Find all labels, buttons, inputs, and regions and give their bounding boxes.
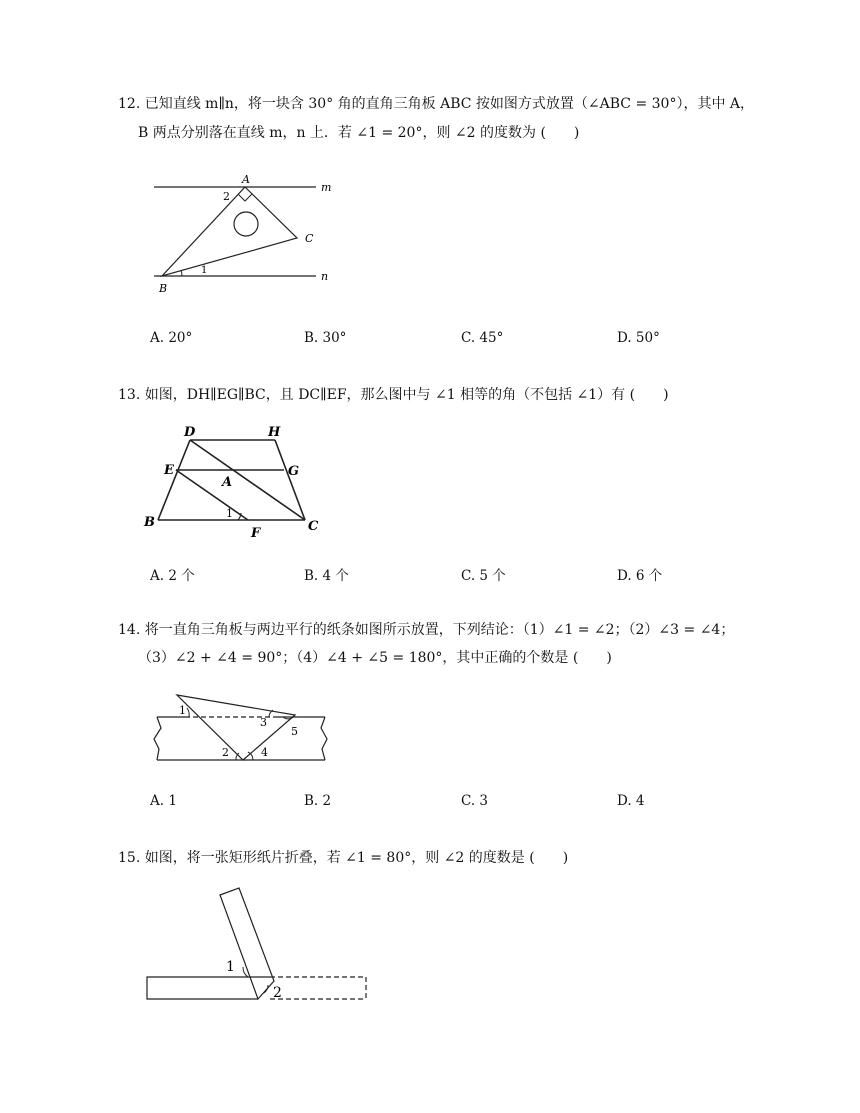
q15-text-line1: 15. 如图，将一张矩形纸片折叠，若 ∠1 = 80°，则 ∠2 的度数是 ( ) [118,850,569,866]
q14-option-c[interactable]: C. 3 [461,793,489,809]
q13-text-line1: 13. 如图，DH∥EG∥BC，且 DC∥EF，那么图中与 ∠1 相等的角（不包括 ∠1）有 ( ) [118,387,669,403]
q14-text-line1: 14. 将一直角三角板与两边平行的纸条如图所示放置，下列结论：（1）∠1 = ∠2；（2）∠3 = ∠4； [118,622,735,638]
q12-option-c[interactable]: C. 45° [461,330,504,346]
q12-text-line2: B 两点分别落在直线 m，n 上．若 ∠1 = 20°，则 ∠2 的度数为 ( ) [138,125,580,141]
set-square [177,695,295,760]
label-angle-2: 2 [273,985,282,1001]
label-G: G [288,464,300,479]
q14-text-line2: （3）∠2 + ∠4 = 90°；（4）∠4 + ∠5 = 180°，其中正确的个数是 ( ) [138,650,612,666]
q12-figure [140,170,360,300]
q12-option-a[interactable]: A. 20° [150,330,193,346]
q13-option-d[interactable]: D. 6 个 [617,568,663,584]
label-angle-1: 1 [201,265,208,276]
q14-option-d[interactable]: D. 4 [617,793,645,809]
folded-flap [220,888,274,999]
label-angle-1: 1 [179,704,186,717]
label-B: B [159,282,168,295]
label-angle-4: 4 [261,746,268,759]
label-H: H [268,425,281,440]
label-F: F [251,526,261,541]
label-angle-1: 1 [226,959,235,975]
q15-figure [140,885,380,1010]
label-angle-2: 2 [222,746,229,759]
label-A: A [242,173,250,186]
label-A: A [222,475,233,490]
label-m: m [321,181,332,194]
triangle-hole [234,212,258,236]
q12-text-line1: 12. 已知直线 m∥n，将一块含 30° 角的直角三角板 ABC 按如图方式放置（∠ABC = 30°），其中 A， [118,96,755,112]
label-angle-1: 1 [226,507,233,520]
label-B: B [144,515,155,530]
q12-option-b[interactable]: B. 30° [304,330,347,346]
label-angle-2: 2 [223,190,230,203]
q12-option-d[interactable]: D. 50° [617,330,660,346]
label-C: C [305,232,314,245]
label-angle-3: 3 [260,716,267,729]
q13-option-c[interactable]: C. 5 个 [461,568,506,584]
label-E: E [164,463,174,478]
q13-figure [140,420,340,545]
label-D: D [184,425,196,440]
label-angle-5: 5 [291,725,298,738]
label-C: C [308,519,319,534]
q14-option-a[interactable]: A. 1 [150,793,177,809]
q13-option-b[interactable]: B. 4 个 [304,568,349,584]
label-n: n [321,270,329,283]
q14-figure [145,688,345,773]
q13-option-a[interactable]: A. 2 个 [150,568,195,584]
q14-option-b[interactable]: B. 2 [304,793,332,809]
right-angle-mark [238,194,252,201]
